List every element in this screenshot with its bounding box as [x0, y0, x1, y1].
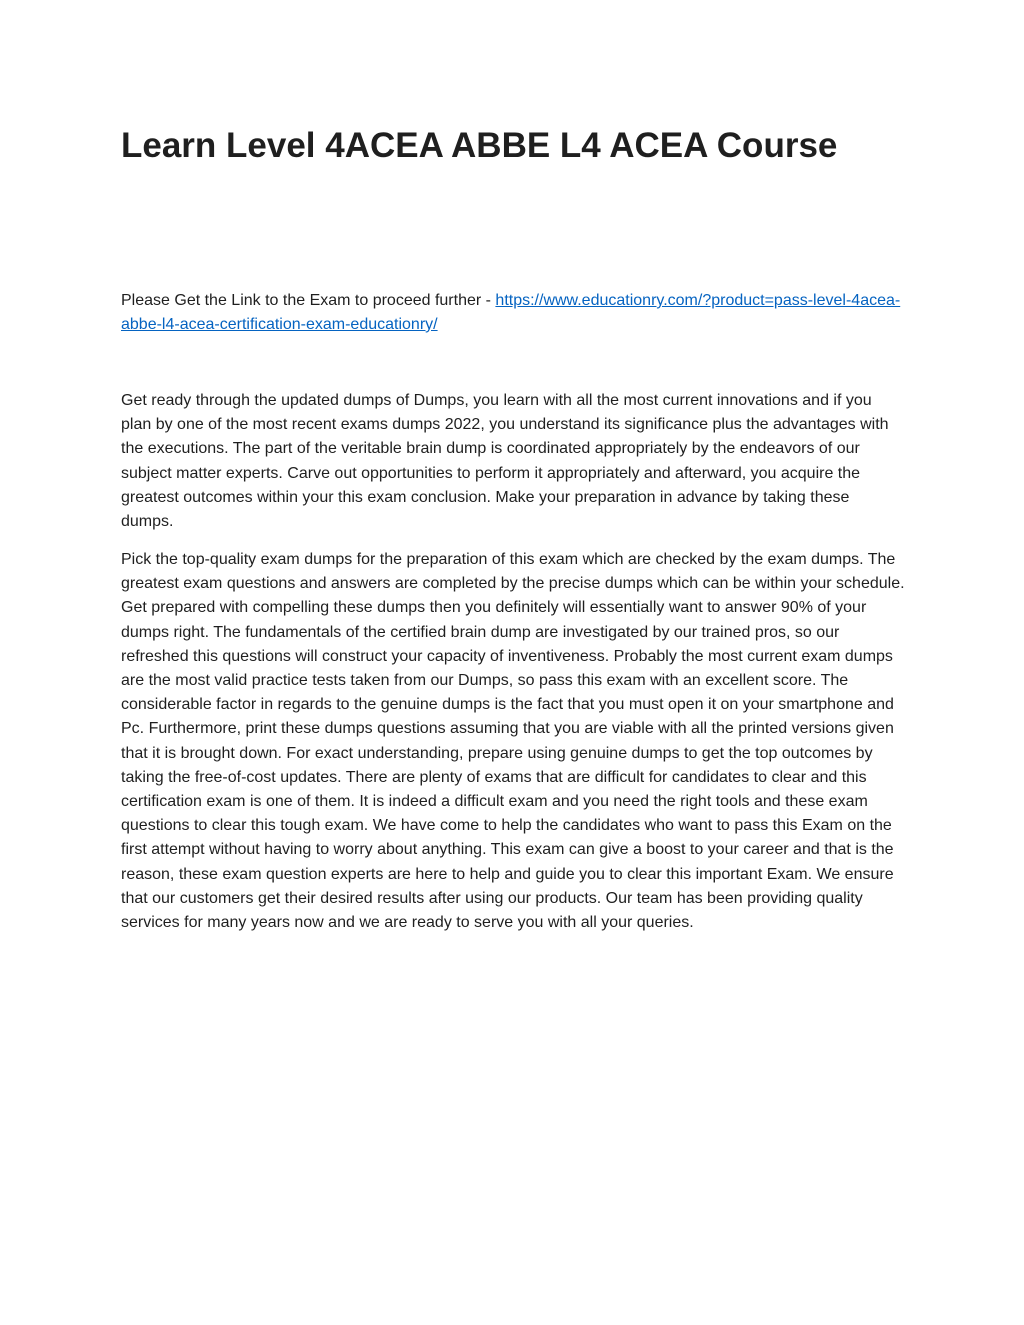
- intro-paragraph: [121, 289, 905, 337]
- exam-link[interactable]: https://www.educationry.com/?product=pass-level-4acea-abbe-l4-acea-certification-exam-educationry/: [121, 292, 901, 333]
- body-paragraph-1: Get ready through the updated dumps of Dumps, you learn with all the most current innovations and if you plan by one of the most recent exams dumps 2022, you understand its significance plus the advantages with the executions. The part of the veritable brain dump is coordinated appropriately by the endeavors of our subject matter experts. Carve out opportunities to perform it appropriately and afterward, you acquire the greatest outcomes within your this exam conclusion. Make your preparation in advance by taking these dumps.: [121, 392, 889, 531]
- body-paragraph-2: Pick the top-quality exam dumps for the preparation of this exam which are checked by the exam dumps. The greatest exam questions and answers are completed by the precise dumps which can be within your schedule. Get prepared with compelling these dumps then you definitely will essentially want to answer 90% of your dumps right. The fundamentals of the certified brain dump are investigated by our trained pros, so our refreshed this questions will construct your capacity of inventiveness. Probably the most current exam dumps are the most valid practice tests taken from our Dumps, so pass this exam with an excellent score. The considerable factor in regards to the genuine dumps is the fact that you must open it on your smartphone and Pc. Furthermore, print these dumps questions assuming that you are viable with all the printed versions given that it is brought down. For exact understanding, prepare using genuine dumps to get the top outcomes by taking the free-of-cost updates. There are plenty of exams that are difficult for candidates to clear and this certification exam is one of them. It is indeed a difficult exam and you need the right tools and these exam questions to clear this tough exam. We have come to help the candidates who want to pass this Exam on the first attempt without having to worry about anything. This exam can give a boost to your career and that is the reason, these exam question experts are here to help and guide you to clear this important Exam. We ensure that our customers get their desired results after using our products. Our team has been providing quality services for many years now and we are ready to serve you with all your queries.: [121, 551, 905, 932]
- intro-text: Please Get the Link to the Exam to proceed further -: [121, 292, 496, 309]
- page-title: Learn Level 4ACEA ABBE L4 ACEA Course: [121, 126, 838, 165]
